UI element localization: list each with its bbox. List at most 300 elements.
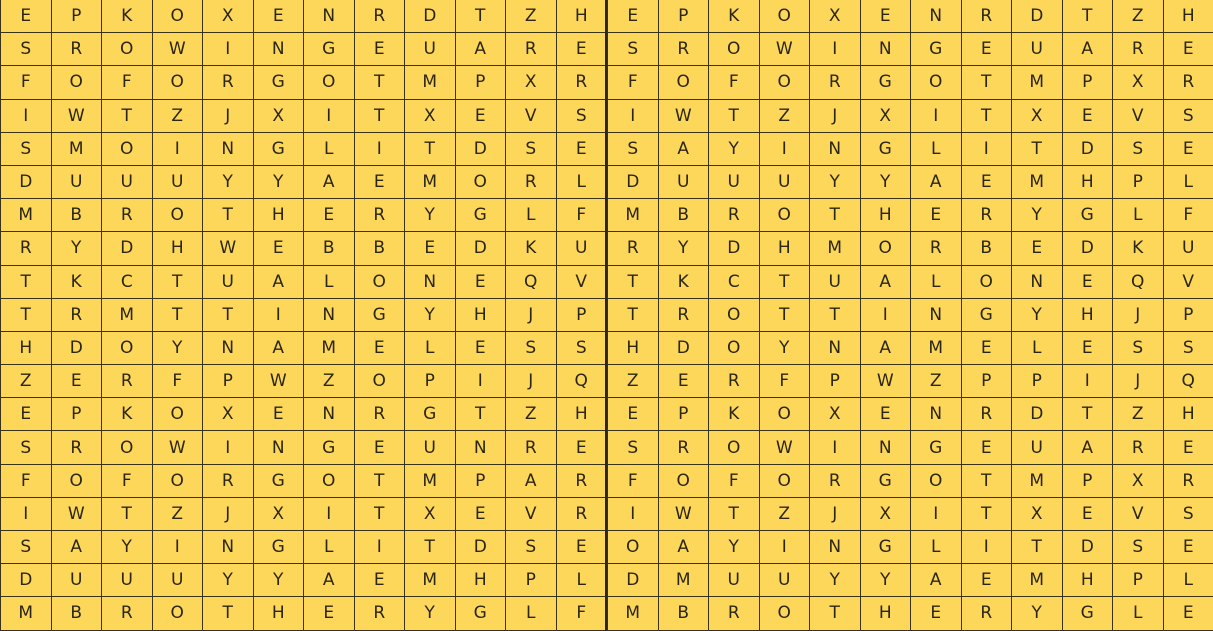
right-grid-cell[interactable]: W: [659, 100, 710, 133]
right-grid-cell[interactable]: E: [1164, 33, 1213, 66]
left-grid-cell[interactable]: A: [304, 564, 355, 597]
right-grid-cell[interactable]: E: [1164, 597, 1213, 630]
right-grid-cell[interactable]: T: [962, 498, 1013, 531]
right-grid-cell[interactable]: P: [659, 0, 710, 33]
right-grid-cell[interactable]: E: [962, 332, 1013, 365]
right-grid-cell[interactable]: G: [911, 431, 962, 464]
right-grid-cell[interactable]: G: [1063, 597, 1114, 630]
right-grid-cell[interactable]: O: [962, 266, 1013, 299]
left-grid-cell[interactable]: W: [153, 33, 204, 66]
right-grid-cell[interactable]: K: [659, 266, 710, 299]
right-grid-cell[interactable]: H: [608, 332, 659, 365]
left-grid-cell[interactable]: I: [153, 133, 204, 166]
left-grid-cell[interactable]: E: [456, 100, 507, 133]
right-grid-cell[interactable]: Z: [1113, 398, 1164, 431]
right-grid-cell[interactable]: Z: [608, 365, 659, 398]
left-grid-cell[interactable]: A: [254, 332, 305, 365]
right-grid-cell[interactable]: D: [1063, 531, 1114, 564]
right-grid-cell[interactable]: K: [709, 0, 760, 33]
left-grid-cell[interactable]: J: [506, 299, 557, 332]
left-grid-cell[interactable]: R: [355, 398, 406, 431]
left-grid-cell[interactable]: E: [254, 232, 305, 265]
left-grid-cell[interactable]: O: [304, 66, 355, 99]
right-grid-cell[interactable]: F: [709, 465, 760, 498]
left-grid-cell[interactable]: A: [506, 465, 557, 498]
left-grid-cell[interactable]: R: [203, 465, 254, 498]
right-grid-cell[interactable]: E: [911, 597, 962, 630]
left-grid-cell[interactable]: T: [355, 100, 406, 133]
left-grid-cell[interactable]: E: [355, 564, 406, 597]
left-grid-cell[interactable]: U: [557, 232, 608, 265]
left-grid-cell[interactable]: X: [405, 498, 456, 531]
right-grid-cell[interactable]: P: [1113, 564, 1164, 597]
left-grid-cell[interactable]: O: [52, 66, 103, 99]
right-grid-cell[interactable]: M: [1012, 166, 1063, 199]
right-grid-cell[interactable]: T: [1063, 0, 1114, 33]
left-grid-cell[interactable]: F: [153, 365, 204, 398]
left-grid-cell[interactable]: L: [304, 133, 355, 166]
right-grid-cell[interactable]: P: [659, 398, 710, 431]
left-grid-cell[interactable]: T: [355, 66, 406, 99]
left-grid-cell[interactable]: Z: [153, 498, 204, 531]
right-grid-cell[interactable]: I: [911, 498, 962, 531]
left-grid-cell[interactable]: Z: [1, 365, 52, 398]
right-grid-cell[interactable]: G: [861, 531, 912, 564]
left-grid-cell[interactable]: F: [102, 465, 153, 498]
left-grid-cell[interactable]: K: [506, 232, 557, 265]
left-grid-cell[interactable]: V: [506, 498, 557, 531]
left-grid-cell[interactable]: Q: [506, 266, 557, 299]
left-grid-cell[interactable]: Q: [557, 365, 608, 398]
right-grid-cell[interactable]: I: [760, 133, 811, 166]
left-grid-cell[interactable]: N: [456, 431, 507, 464]
left-grid-cell[interactable]: T: [203, 299, 254, 332]
left-grid-cell[interactable]: V: [506, 100, 557, 133]
right-grid-cell[interactable]: A: [659, 531, 710, 564]
right-grid-cell[interactable]: A: [1063, 33, 1114, 66]
left-grid-cell[interactable]: D: [1, 564, 52, 597]
right-grid-cell[interactable]: X: [1113, 465, 1164, 498]
left-grid-cell[interactable]: I: [254, 299, 305, 332]
right-grid-cell[interactable]: Y: [861, 564, 912, 597]
left-grid-cell[interactable]: E: [557, 531, 608, 564]
right-grid-cell[interactable]: D: [1012, 398, 1063, 431]
left-grid-cell[interactable]: S: [506, 531, 557, 564]
left-grid-cell[interactable]: G: [254, 133, 305, 166]
left-grid-cell[interactable]: P: [456, 465, 507, 498]
left-grid-cell[interactable]: T: [355, 498, 406, 531]
left-grid-cell[interactable]: X: [203, 0, 254, 33]
left-grid-cell[interactable]: M: [405, 564, 456, 597]
left-grid-cell[interactable]: U: [52, 166, 103, 199]
left-grid-cell[interactable]: W: [203, 232, 254, 265]
right-grid-cell[interactable]: M: [1012, 564, 1063, 597]
left-grid-cell[interactable]: W: [254, 365, 305, 398]
right-grid-cell[interactable]: U: [760, 166, 811, 199]
left-grid-cell[interactable]: I: [304, 100, 355, 133]
left-grid-cell[interactable]: B: [52, 199, 103, 232]
right-grid-cell[interactable]: N: [911, 0, 962, 33]
right-grid-cell[interactable]: O: [608, 531, 659, 564]
right-grid-cell[interactable]: T: [962, 100, 1013, 133]
right-grid-cell[interactable]: L: [1012, 332, 1063, 365]
right-grid-cell[interactable]: P: [810, 365, 861, 398]
right-grid-cell[interactable]: X: [1113, 66, 1164, 99]
right-grid-cell[interactable]: H: [861, 199, 912, 232]
left-grid-cell[interactable]: O: [153, 465, 204, 498]
right-grid-cell[interactable]: B: [659, 597, 710, 630]
right-grid-cell[interactable]: D: [608, 166, 659, 199]
left-grid-cell[interactable]: E: [557, 133, 608, 166]
left-grid-cell[interactable]: I: [456, 365, 507, 398]
left-grid-cell[interactable]: R: [506, 33, 557, 66]
right-grid-cell[interactable]: H: [1164, 398, 1213, 431]
left-grid-cell[interactable]: X: [405, 100, 456, 133]
right-grid-cell[interactable]: R: [962, 199, 1013, 232]
left-grid-cell[interactable]: B: [355, 232, 406, 265]
right-grid-cell[interactable]: R: [709, 365, 760, 398]
right-grid-cell[interactable]: J: [1113, 365, 1164, 398]
left-grid-cell[interactable]: T: [153, 266, 204, 299]
left-grid-cell[interactable]: I: [203, 33, 254, 66]
left-grid-cell[interactable]: G: [355, 299, 406, 332]
left-grid-cell[interactable]: D: [52, 332, 103, 365]
left-grid-cell[interactable]: X: [254, 100, 305, 133]
right-grid-cell[interactable]: K: [1113, 232, 1164, 265]
left-grid-cell[interactable]: S: [1, 33, 52, 66]
left-grid-cell[interactable]: Z: [153, 100, 204, 133]
right-grid-cell[interactable]: V: [1164, 266, 1213, 299]
left-grid-cell[interactable]: X: [254, 498, 305, 531]
left-grid-cell[interactable]: Y: [203, 564, 254, 597]
right-grid-cell[interactable]: N: [861, 33, 912, 66]
left-grid-cell[interactable]: G: [254, 66, 305, 99]
right-grid-cell[interactable]: S: [1113, 531, 1164, 564]
left-grid-cell[interactable]: E: [355, 332, 406, 365]
right-grid-cell[interactable]: L: [911, 531, 962, 564]
left-grid-cell[interactable]: E: [557, 431, 608, 464]
right-grid-cell[interactable]: W: [659, 498, 710, 531]
right-grid-cell[interactable]: H: [861, 597, 912, 630]
right-grid-cell[interactable]: X: [810, 398, 861, 431]
left-grid-cell[interactable]: I: [153, 531, 204, 564]
left-grid-cell[interactable]: H: [456, 564, 507, 597]
right-grid-cell[interactable]: X: [861, 100, 912, 133]
left-grid-cell[interactable]: W: [52, 100, 103, 133]
right-grid-cell[interactable]: H: [1164, 0, 1213, 33]
right-grid-cell[interactable]: N: [911, 398, 962, 431]
left-grid-cell[interactable]: T: [456, 0, 507, 33]
left-grid-cell[interactable]: O: [153, 0, 204, 33]
left-grid-cell[interactable]: A: [304, 166, 355, 199]
left-grid-cell[interactable]: D: [456, 232, 507, 265]
right-grid-cell[interactable]: X: [810, 0, 861, 33]
right-grid-cell[interactable]: A: [861, 266, 912, 299]
left-grid-cell[interactable]: P: [456, 66, 507, 99]
right-grid-cell[interactable]: G: [911, 33, 962, 66]
left-grid-cell[interactable]: O: [153, 597, 204, 630]
right-grid-cell[interactable]: I: [810, 33, 861, 66]
left-grid-cell[interactable]: E: [1, 398, 52, 431]
left-grid-cell[interactable]: F: [1, 66, 52, 99]
right-grid-cell[interactable]: E: [1063, 498, 1114, 531]
left-grid-cell[interactable]: G: [304, 431, 355, 464]
right-grid-cell[interactable]: G: [861, 133, 912, 166]
left-grid-cell[interactable]: M: [304, 332, 355, 365]
left-grid-cell[interactable]: T: [1, 266, 52, 299]
right-grid-cell[interactable]: P: [1063, 465, 1114, 498]
left-grid-cell[interactable]: M: [405, 166, 456, 199]
right-grid-cell[interactable]: K: [709, 398, 760, 431]
left-grid-cell[interactable]: I: [355, 133, 406, 166]
right-grid-cell[interactable]: E: [1063, 100, 1114, 133]
right-grid-cell[interactable]: N: [810, 531, 861, 564]
left-grid-cell[interactable]: T: [102, 498, 153, 531]
left-grid-cell[interactable]: N: [203, 332, 254, 365]
right-grid-cell[interactable]: O: [760, 597, 811, 630]
left-grid-cell[interactable]: T: [456, 398, 507, 431]
right-grid-cell[interactable]: I: [962, 531, 1013, 564]
left-grid-cell[interactable]: P: [203, 365, 254, 398]
left-grid-cell[interactable]: T: [153, 299, 204, 332]
right-grid-cell[interactable]: E: [1164, 531, 1213, 564]
left-grid-cell[interactable]: A: [52, 531, 103, 564]
right-grid-cell[interactable]: Y: [1012, 199, 1063, 232]
left-grid-cell[interactable]: E: [456, 266, 507, 299]
right-grid-cell[interactable]: M: [608, 597, 659, 630]
left-grid-cell[interactable]: E: [52, 365, 103, 398]
right-grid-cell[interactable]: D: [1012, 0, 1063, 33]
left-grid-cell[interactable]: Y: [52, 232, 103, 265]
right-grid-cell[interactable]: N: [911, 299, 962, 332]
left-grid-cell[interactable]: B: [52, 597, 103, 630]
right-grid-cell[interactable]: M: [911, 332, 962, 365]
right-grid-cell[interactable]: I: [962, 133, 1013, 166]
left-grid-cell[interactable]: R: [557, 498, 608, 531]
right-grid-cell[interactable]: T: [760, 299, 811, 332]
right-grid-cell[interactable]: O: [911, 465, 962, 498]
right-grid-cell[interactable]: T: [760, 266, 811, 299]
right-grid-cell[interactable]: E: [659, 365, 710, 398]
right-grid-cell[interactable]: G: [962, 299, 1013, 332]
right-grid-cell[interactable]: M: [1012, 465, 1063, 498]
right-grid-cell[interactable]: M: [810, 232, 861, 265]
left-grid-cell[interactable]: S: [557, 332, 608, 365]
right-grid-cell[interactable]: D: [659, 332, 710, 365]
left-grid-cell[interactable]: E: [456, 498, 507, 531]
right-grid-cell[interactable]: F: [760, 365, 811, 398]
right-grid-cell[interactable]: A: [861, 332, 912, 365]
right-grid-cell[interactable]: R: [659, 299, 710, 332]
right-grid-cell[interactable]: E: [911, 199, 962, 232]
right-grid-cell[interactable]: R: [1113, 33, 1164, 66]
right-grid-cell[interactable]: Y: [1012, 299, 1063, 332]
left-grid-cell[interactable]: C: [102, 266, 153, 299]
right-grid-cell[interactable]: Z: [1113, 0, 1164, 33]
right-grid-cell[interactable]: L: [1164, 166, 1213, 199]
right-grid-cell[interactable]: U: [1164, 232, 1213, 265]
right-grid-cell[interactable]: U: [659, 166, 710, 199]
left-grid-cell[interactable]: F: [557, 597, 608, 630]
right-grid-cell[interactable]: M: [659, 564, 710, 597]
right-grid-cell[interactable]: E: [861, 398, 912, 431]
right-grid-cell[interactable]: R: [810, 66, 861, 99]
right-grid-cell[interactable]: F: [608, 66, 659, 99]
left-grid-cell[interactable]: R: [102, 365, 153, 398]
left-grid-cell[interactable]: N: [254, 33, 305, 66]
right-grid-cell[interactable]: T: [1063, 398, 1114, 431]
left-grid-cell[interactable]: L: [304, 531, 355, 564]
left-grid-cell[interactable]: O: [52, 465, 103, 498]
right-grid-cell[interactable]: I: [760, 531, 811, 564]
left-grid-cell[interactable]: U: [405, 33, 456, 66]
right-grid-cell[interactable]: E: [962, 564, 1013, 597]
left-grid-cell[interactable]: F: [102, 66, 153, 99]
left-grid-cell[interactable]: L: [506, 597, 557, 630]
right-grid-cell[interactable]: S: [608, 133, 659, 166]
left-grid-cell[interactable]: E: [254, 398, 305, 431]
right-grid-cell[interactable]: E: [861, 0, 912, 33]
right-grid-cell[interactable]: F: [608, 465, 659, 498]
left-grid-cell[interactable]: I: [203, 431, 254, 464]
right-grid-cell[interactable]: P: [1012, 365, 1063, 398]
right-grid-cell[interactable]: F: [1164, 199, 1213, 232]
left-grid-cell[interactable]: Z: [506, 0, 557, 33]
left-grid-cell[interactable]: O: [456, 166, 507, 199]
right-grid-cell[interactable]: E: [962, 166, 1013, 199]
left-grid-cell[interactable]: N: [304, 398, 355, 431]
left-grid-cell[interactable]: D: [102, 232, 153, 265]
right-grid-cell[interactable]: R: [608, 232, 659, 265]
left-grid-cell[interactable]: Y: [254, 564, 305, 597]
right-grid-cell[interactable]: A: [1063, 431, 1114, 464]
left-grid-cell[interactable]: W: [153, 431, 204, 464]
left-grid-cell[interactable]: P: [506, 564, 557, 597]
right-grid-cell[interactable]: P: [962, 365, 1013, 398]
left-grid-cell[interactable]: R: [102, 199, 153, 232]
right-grid-cell[interactable]: T: [608, 266, 659, 299]
left-grid-cell[interactable]: O: [102, 332, 153, 365]
left-grid-cell[interactable]: T: [203, 199, 254, 232]
left-grid-cell[interactable]: U: [52, 564, 103, 597]
right-grid-cell[interactable]: E: [962, 431, 1013, 464]
left-grid-cell[interactable]: O: [102, 33, 153, 66]
left-grid-cell[interactable]: H: [1, 332, 52, 365]
right-grid-cell[interactable]: S: [608, 33, 659, 66]
right-grid-cell[interactable]: Y: [810, 166, 861, 199]
right-grid-cell[interactable]: R: [659, 431, 710, 464]
right-grid-cell[interactable]: L: [911, 266, 962, 299]
left-grid-cell[interactable]: T: [102, 100, 153, 133]
right-grid-cell[interactable]: D: [709, 232, 760, 265]
left-grid-cell[interactable]: J: [203, 498, 254, 531]
right-grid-cell[interactable]: E: [1164, 431, 1213, 464]
left-grid-cell[interactable]: I: [355, 531, 406, 564]
left-grid-cell[interactable]: O: [355, 266, 406, 299]
right-grid-cell[interactable]: O: [709, 299, 760, 332]
right-grid-cell[interactable]: D: [1063, 133, 1114, 166]
left-grid-cell[interactable]: G: [254, 465, 305, 498]
right-grid-cell[interactable]: I: [911, 100, 962, 133]
left-grid-cell[interactable]: I: [304, 498, 355, 531]
left-grid-cell[interactable]: R: [355, 199, 406, 232]
right-grid-cell[interactable]: Z: [760, 498, 811, 531]
left-grid-cell[interactable]: R: [557, 66, 608, 99]
right-grid-cell[interactable]: E: [1012, 232, 1063, 265]
left-grid-cell[interactable]: R: [506, 166, 557, 199]
left-grid-cell[interactable]: R: [557, 465, 608, 498]
right-grid-cell[interactable]: U: [1012, 431, 1063, 464]
right-grid-cell[interactable]: I: [810, 431, 861, 464]
left-grid-cell[interactable]: F: [557, 199, 608, 232]
right-grid-cell[interactable]: H: [1063, 564, 1114, 597]
right-grid-cell[interactable]: T: [962, 465, 1013, 498]
left-grid-cell[interactable]: S: [506, 332, 557, 365]
right-grid-cell[interactable]: S: [1164, 332, 1213, 365]
left-grid-cell[interactable]: H: [456, 299, 507, 332]
right-grid-cell[interactable]: D: [608, 564, 659, 597]
right-grid-cell[interactable]: R: [911, 232, 962, 265]
right-grid-cell[interactable]: S: [608, 431, 659, 464]
left-grid-cell[interactable]: D: [456, 531, 507, 564]
right-grid-cell[interactable]: P: [1063, 66, 1114, 99]
right-grid-cell[interactable]: L: [1113, 199, 1164, 232]
left-grid-cell[interactable]: I: [1, 100, 52, 133]
left-grid-cell[interactable]: S: [1, 531, 52, 564]
right-grid-cell[interactable]: M: [1012, 66, 1063, 99]
right-grid-cell[interactable]: R: [659, 33, 710, 66]
right-grid-cell[interactable]: B: [659, 199, 710, 232]
right-grid-cell[interactable]: J: [810, 498, 861, 531]
left-grid-cell[interactable]: P: [52, 398, 103, 431]
right-grid-cell[interactable]: U: [760, 564, 811, 597]
left-grid-cell[interactable]: R: [52, 431, 103, 464]
right-grid-cell[interactable]: O: [760, 199, 811, 232]
left-grid-cell[interactable]: I: [1, 498, 52, 531]
right-grid-cell[interactable]: G: [1063, 199, 1114, 232]
right-grid-cell[interactable]: R: [1113, 431, 1164, 464]
right-grid-cell[interactable]: O: [911, 66, 962, 99]
right-grid-cell[interactable]: O: [760, 0, 811, 33]
right-grid-cell[interactable]: R: [1164, 465, 1213, 498]
left-grid-cell[interactable]: N: [203, 531, 254, 564]
right-grid-cell[interactable]: E: [1063, 332, 1114, 365]
left-grid-cell[interactable]: H: [153, 232, 204, 265]
left-grid-cell[interactable]: O: [355, 365, 406, 398]
right-grid-cell[interactable]: T: [608, 299, 659, 332]
left-grid-cell[interactable]: T: [355, 465, 406, 498]
left-grid-cell[interactable]: N: [304, 299, 355, 332]
left-grid-cell[interactable]: A: [456, 33, 507, 66]
right-grid-cell[interactable]: T: [1012, 133, 1063, 166]
right-grid-cell[interactable]: Y: [709, 531, 760, 564]
left-grid-cell[interactable]: U: [153, 166, 204, 199]
left-grid-cell[interactable]: L: [506, 199, 557, 232]
left-grid-cell[interactable]: M: [405, 66, 456, 99]
right-grid-cell[interactable]: O: [760, 66, 811, 99]
left-grid-cell[interactable]: T: [203, 597, 254, 630]
right-grid-cell[interactable]: E: [608, 0, 659, 33]
left-grid-cell[interactable]: N: [304, 0, 355, 33]
right-grid-cell[interactable]: V: [1113, 100, 1164, 133]
right-grid-cell[interactable]: Z: [760, 100, 811, 133]
left-grid-cell[interactable]: U: [203, 266, 254, 299]
right-grid-cell[interactable]: G: [861, 465, 912, 498]
left-grid-cell[interactable]: T: [405, 133, 456, 166]
right-grid-cell[interactable]: U: [1012, 33, 1063, 66]
right-grid-cell[interactable]: S: [1164, 100, 1213, 133]
right-grid-cell[interactable]: Q: [1113, 266, 1164, 299]
